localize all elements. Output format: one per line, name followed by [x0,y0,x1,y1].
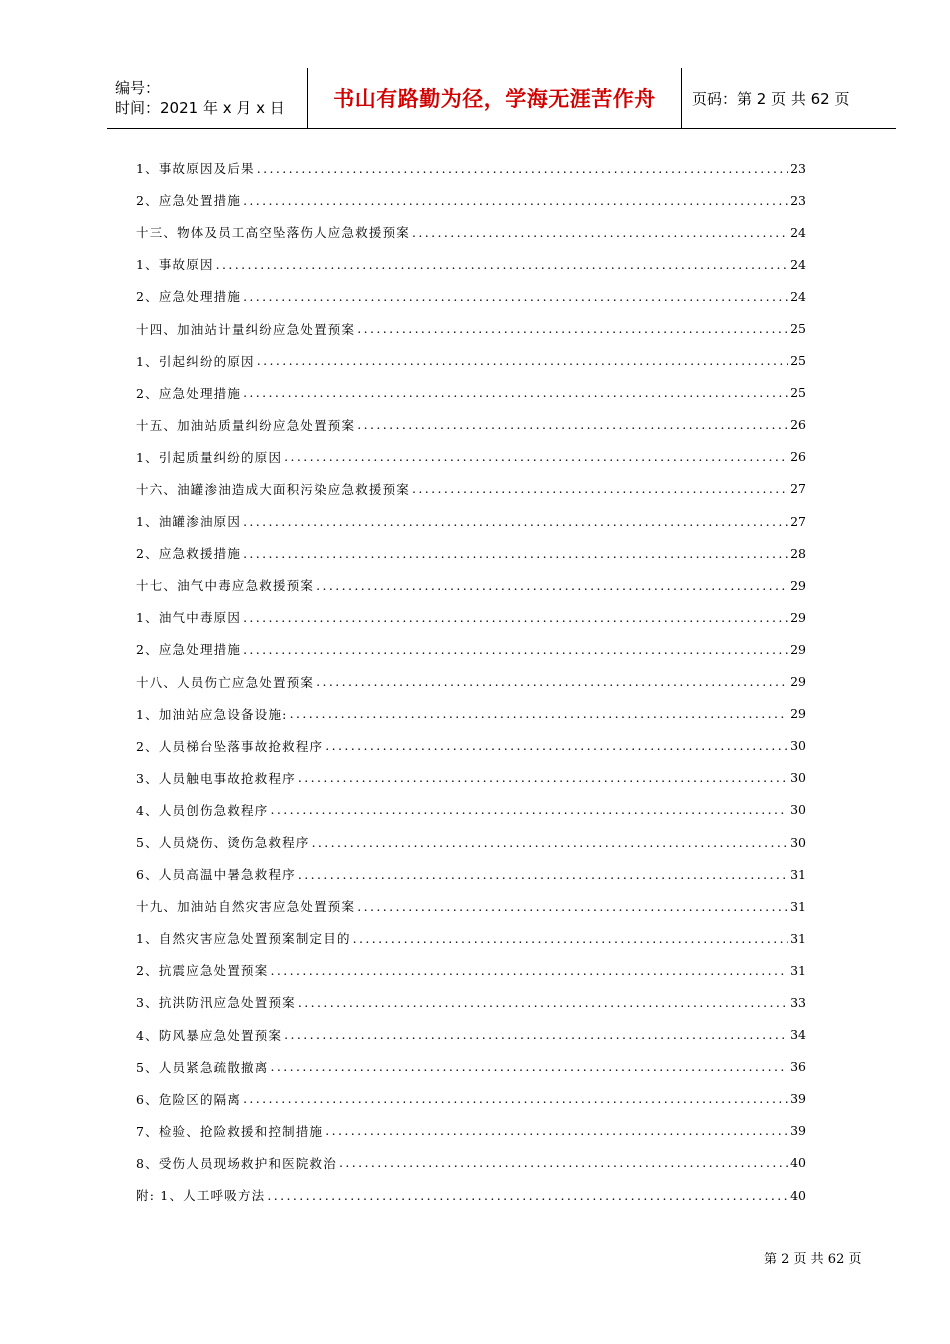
toc-leader-dots [412,481,788,496]
toc-entry-page: 24 [790,288,806,304]
toc-entry-page: 29 [790,577,806,593]
table-of-contents [136,152,806,1211]
toc-entry-page: 31 [790,898,806,914]
toc-entry-page: 23 [790,192,806,208]
toc-leader-dots [257,161,788,176]
toc-entry-page: 29 [790,609,806,625]
page-footer [764,1248,861,1267]
toc-entry-label: 5、人员紧急疏散撤离 [136,1059,269,1075]
toc-entry-label: 1、引起质量纠纷的原因 [136,449,283,465]
toc-leader-dots [257,353,788,368]
toc-entry[interactable] [136,441,806,473]
toc-entry[interactable] [136,633,806,665]
toc-leader-dots [243,514,788,529]
toc-entry-label: 十九、加油站自然灾害应急处置预案 [136,899,356,915]
toc-entry[interactable] [136,312,806,344]
toc-entry-label: 2、应急救援措施 [136,546,242,562]
toc-leader-dots [270,802,788,817]
toc-leader-dots [243,642,788,657]
toc-leader-dots [243,546,788,561]
toc-entry-page: 30 [790,770,806,786]
toc-entry-label: 2、应急处置措施 [136,193,242,209]
toc-leader-dots [339,1155,788,1170]
toc-entry-label: 2、人员梯台坠落事故抢救程序 [136,738,324,754]
time-label: 时间：2021 年 x 月 x 日 [115,99,285,117]
toc-entry[interactable] [136,1179,806,1211]
toc-leader-dots [316,578,788,593]
toc-entry-label: 5、人员烧伤、烫伤急救程序 [136,835,310,851]
toc-entry-page: 23 [790,160,806,176]
toc-leader-dots [298,995,788,1010]
toc-entry-page: 24 [790,224,806,240]
toc-entry-page: 28 [790,545,806,561]
toc-entry[interactable] [136,794,806,826]
toc-entry-page: 27 [790,481,806,497]
toc-entry[interactable] [136,184,806,216]
toc-entry[interactable] [136,730,806,762]
serial-label: 编号： [115,79,161,97]
toc-entry-label: 3、抗洪防汛应急处置预案 [136,995,296,1011]
toc-leader-dots [243,610,788,625]
toc-entry-label: 1、油罐渗油原因 [136,514,242,530]
toc-leader-dots [243,1091,788,1106]
toc-entry-page: 30 [790,738,806,754]
toc-entry[interactable] [136,377,806,409]
toc-leader-dots [270,963,788,978]
toc-leader-dots [357,321,788,336]
toc-entry-page: 26 [790,449,806,465]
toc-entry-page: 34 [790,1027,806,1043]
toc-entry[interactable] [136,1051,806,1083]
toc-entry-label: 7、检验、抢险救援和控制措施 [136,1123,324,1139]
toc-entry-page: 31 [790,930,806,946]
toc-entry-page: 33 [790,994,806,1010]
toc-entry-label: 1、事故原因及后果 [136,161,255,177]
toc-entry[interactable] [136,569,806,601]
toc-entry-page: 25 [790,353,806,369]
toc-entry[interactable] [136,666,806,698]
toc-leader-dots [298,867,788,882]
toc-entry-label: 1、油气中毒原因 [136,610,242,626]
toc-entry[interactable] [136,922,806,954]
toc-entry-page: 40 [790,1187,806,1203]
toc-entry[interactable] [136,601,806,633]
toc-entry-label: 3、人员触电事故抢救程序 [136,770,296,786]
toc-entry-page: 27 [790,513,806,529]
toc-entry[interactable] [136,248,806,280]
toc-entry[interactable] [136,762,806,794]
toc-entry[interactable] [136,986,806,1018]
toc-entry-label: 2、应急处理措施 [136,289,242,305]
motto-text: 书山有路勤为径，学海无涯苦作舟 [333,87,656,111]
toc-leader-dots [270,1059,788,1074]
toc-leader-dots [284,1027,788,1042]
toc-entry-page: 24 [790,256,806,272]
toc-entry-page: 36 [790,1059,806,1075]
toc-leader-dots [290,706,789,721]
toc-entry-page: 31 [790,866,806,882]
page-header [107,68,896,129]
toc-entry-page: 39 [790,1091,806,1107]
toc-entry[interactable] [136,280,806,312]
toc-entry-label: 2、抗震应急处置预案 [136,963,269,979]
toc-leader-dots [243,289,788,304]
toc-entry[interactable] [136,890,806,922]
toc-leader-dots [298,770,788,785]
toc-entry-page: 26 [790,417,806,433]
toc-leader-dots [325,738,788,753]
toc-entry[interactable] [136,858,806,890]
toc-entry-page: 29 [790,706,806,722]
toc-leader-dots [216,257,788,272]
toc-entry-label: 4、人员创伤急救程序 [136,802,269,818]
toc-entry-label: 1、事故原因 [136,257,214,273]
toc-entry-label: 4、防风暴应急处置预案 [136,1027,283,1043]
toc-entry-page: 29 [790,641,806,657]
toc-entry-label: 6、人员高温中暑急救程序 [136,867,296,883]
header-meta [107,68,308,128]
toc-entry-page: 39 [790,1123,806,1139]
toc-entry-label: 十七、油气中毒应急救援预案 [136,578,315,594]
toc-leader-dots [312,835,789,850]
toc-entry-label: 十五、加油站质量纠纷应急处置预案 [136,417,356,433]
toc-entry-page: 40 [790,1155,806,1171]
toc-entry-label: 2、应急处理措施 [136,642,242,658]
toc-entry-page: 31 [790,962,806,978]
toc-entry-page: 30 [790,802,806,818]
toc-entry-label: 6、危险区的隔离 [136,1091,242,1107]
toc-entry[interactable] [136,1115,806,1147]
toc-entry-label: 2、应急处理措施 [136,385,242,401]
toc-entry[interactable] [136,1147,806,1179]
header-page-number: 页码：第 2 页 共 62 页 [692,89,850,108]
toc-leader-dots [353,931,788,946]
toc-leader-dots [357,417,788,432]
toc-entry-label: 1、引起纠纷的原因 [136,353,255,369]
toc-entry-label: 附: 1、人工呼吸方法 [136,1188,266,1204]
toc-entry-page: 25 [790,385,806,401]
toc-entry[interactable] [136,152,806,184]
toc-entry[interactable] [136,409,806,441]
toc-entry[interactable] [136,537,806,569]
toc-entry-label: 8、受伤人员现场救护和医院救治 [136,1155,337,1171]
toc-entry[interactable] [136,505,806,537]
toc-entry[interactable] [136,473,806,505]
toc-entry-label: 十六、油罐渗油造成大面积污染应急救援预案 [136,481,411,497]
toc-leader-dots [357,899,788,914]
toc-entry[interactable] [136,698,806,730]
toc-entry[interactable] [136,216,806,248]
toc-leader-dots [412,225,788,240]
header-page-info [682,68,896,128]
toc-entry-page: 30 [790,834,806,850]
toc-entry[interactable] [136,954,806,986]
footer-page-number: 第 2 页 共 62 页 [764,1252,862,1267]
toc-leader-dots [267,1188,788,1203]
toc-entry[interactable] [136,1083,806,1115]
toc-leader-dots [325,1123,788,1138]
toc-entry[interactable] [136,1019,806,1051]
header-motto [308,68,682,128]
toc-leader-dots [316,674,788,689]
toc-leader-dots [284,449,788,464]
toc-entry[interactable] [136,345,806,377]
toc-entry-label: 1、自然灾害应急处置预案制定目的 [136,931,351,947]
toc-entry-label: 十四、加油站计量纠纷应急处置预案 [136,321,356,337]
toc-entry-page: 29 [790,674,806,690]
toc-leader-dots [243,193,788,208]
toc-entry-label: 十八、人员伤亡应急处置预案 [136,674,315,690]
toc-entry[interactable] [136,826,806,858]
toc-entry-label: 1、加油站应急设备设施: [136,706,288,722]
toc-leader-dots [243,385,788,400]
toc-entry-label: 十三、物体及员工高空坠落伤人应急救援预案 [136,225,411,241]
toc-entry-page: 25 [790,321,806,337]
